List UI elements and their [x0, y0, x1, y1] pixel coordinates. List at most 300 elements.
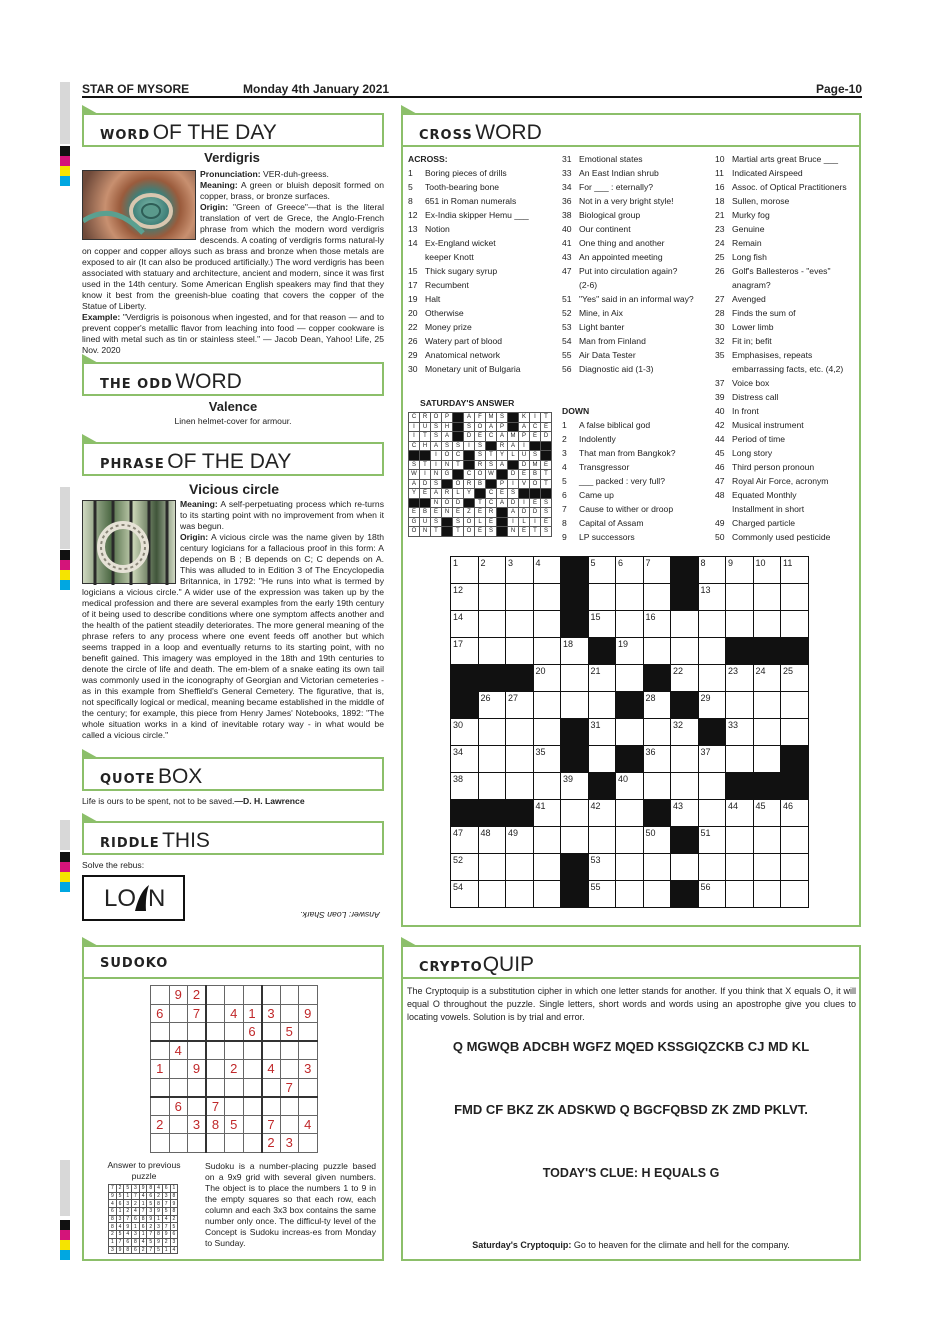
sudoku-cell[interactable]: [225, 1078, 244, 1097]
crossword-cell[interactable]: 52: [451, 854, 479, 881]
crossword-cell[interactable]: [561, 692, 589, 719]
crossword-cell[interactable]: [643, 800, 671, 827]
crossword-cell[interactable]: 21: [588, 665, 616, 692]
sudoku-cell[interactable]: [206, 1078, 225, 1097]
sudoku-cell[interactable]: [151, 1097, 170, 1116]
crossword-cell[interactable]: 49: [506, 827, 534, 854]
sudoku-cell[interactable]: [262, 1097, 281, 1116]
crossword-cell[interactable]: [506, 719, 534, 746]
sudoku-cell[interactable]: [243, 1134, 262, 1153]
sudoku-cell[interactable]: [243, 986, 262, 1005]
crossword-cell[interactable]: 3: [506, 557, 534, 584]
crossword-cell[interactable]: [478, 854, 506, 881]
crossword-cell[interactable]: [753, 827, 781, 854]
sudoku-cell[interactable]: [280, 1097, 299, 1116]
sudoku-previous-answer-grid: [108, 1184, 178, 1254]
crossword-cell[interactable]: 6: [616, 557, 644, 584]
rebus-left: LO: [104, 885, 137, 912]
clue-item: 22 Money prize: [408, 322, 472, 332]
sudoku-cell[interactable]: [280, 1115, 299, 1134]
crossword-cell[interactable]: 42: [588, 800, 616, 827]
crossword-cell[interactable]: 56: [698, 881, 726, 908]
sudoku-cell[interactable]: [243, 1115, 262, 1134]
crossword-cell[interactable]: [726, 854, 754, 881]
crossword-cell[interactable]: 40: [616, 773, 644, 800]
crossword-cell[interactable]: [671, 773, 699, 800]
crossword-cell[interactable]: 39: [561, 773, 589, 800]
sudoku-cell[interactable]: 5: [280, 1023, 299, 1042]
crossword-cell[interactable]: [533, 638, 561, 665]
crossword-cell[interactable]: [726, 692, 754, 719]
crossword-cell[interactable]: 32: [671, 719, 699, 746]
sudoku-cell[interactable]: [299, 986, 318, 1005]
crossword-cell[interactable]: 29: [698, 692, 726, 719]
sudoku-cell[interactable]: 9: [299, 1004, 318, 1023]
crossword-cell[interactable]: [533, 692, 561, 719]
crossword-cell[interactable]: [781, 692, 809, 719]
rebus-right: N: [148, 885, 166, 912]
clue-item: 51 "Yes" said in an informal way?: [562, 294, 694, 304]
crossword-cell[interactable]: [781, 611, 809, 638]
sudoku-cell[interactable]: [299, 1097, 318, 1116]
crossword-cell[interactable]: [588, 746, 616, 773]
crossword-cell[interactable]: [588, 638, 616, 665]
answer-cell: 3: [170, 1238, 178, 1246]
answer-cell: 6: [170, 1231, 178, 1239]
crossword-cell[interactable]: [698, 800, 726, 827]
crossword-cell[interactable]: 14: [451, 611, 479, 638]
crossword-cell[interactable]: 45: [753, 800, 781, 827]
crossword-cell[interactable]: [781, 827, 809, 854]
crossword-cell[interactable]: [561, 719, 589, 746]
crossword-cell[interactable]: [753, 638, 781, 665]
crossword-cell[interactable]: [451, 692, 479, 719]
crossword-cell[interactable]: 35: [533, 746, 561, 773]
sudoku-cell[interactable]: 4: [225, 1004, 244, 1023]
crossword-cell[interactable]: [561, 665, 589, 692]
sudoku-cell[interactable]: 5: [225, 1115, 244, 1134]
crossword-cell[interactable]: 50: [643, 827, 671, 854]
crossword-cell[interactable]: 5: [588, 557, 616, 584]
crossword-cell[interactable]: [533, 854, 561, 881]
crossword-cell[interactable]: [753, 719, 781, 746]
crossword-cell[interactable]: 7: [643, 557, 671, 584]
riddle-answer-upside-down: Answer: Loan Shark.: [300, 910, 380, 920]
sudoku-cell[interactable]: [188, 1041, 207, 1060]
crossword-cell[interactable]: [561, 611, 589, 638]
sudoku-cell[interactable]: [225, 1134, 244, 1153]
crossword-cell[interactable]: 1: [451, 557, 479, 584]
answer-cell: Y: [464, 489, 475, 499]
crossword-cell[interactable]: [616, 719, 644, 746]
crossword-cell[interactable]: 46: [781, 800, 809, 827]
crossword-cell[interactable]: [671, 881, 699, 908]
crossword-cell[interactable]: [561, 584, 589, 611]
crossword-cell[interactable]: [478, 881, 506, 908]
sudoku-cell[interactable]: [188, 1134, 207, 1153]
crossword-cell[interactable]: [506, 800, 534, 827]
sudoku-cell[interactable]: [262, 1078, 281, 1097]
sudoku-cell[interactable]: [206, 1041, 225, 1060]
crossword-cell[interactable]: [533, 611, 561, 638]
crossword-cell[interactable]: 27: [506, 692, 534, 719]
sudoku-cell[interactable]: 4: [169, 1041, 188, 1060]
crossword-cell[interactable]: [671, 557, 699, 584]
crossword-cell[interactable]: [781, 584, 809, 611]
answer-cell: S: [508, 489, 519, 499]
crossword-cell[interactable]: [698, 611, 726, 638]
sudoku-cell[interactable]: 9: [169, 986, 188, 1005]
sudoku-cell[interactable]: [188, 1097, 207, 1116]
crossword-cell[interactable]: 51: [698, 827, 726, 854]
crossword-cell[interactable]: [726, 584, 754, 611]
crossword-cell[interactable]: [478, 800, 506, 827]
sudoku-cell[interactable]: [206, 986, 225, 1005]
crossword-cell[interactable]: [478, 719, 506, 746]
crossword-cell[interactable]: [671, 611, 699, 638]
answer-cell: A: [486, 422, 497, 432]
sudoku-cell[interactable]: [151, 1041, 170, 1060]
sudoku-cell[interactable]: [169, 1115, 188, 1134]
answer-cell: N: [431, 470, 442, 480]
crossword-cell[interactable]: [616, 692, 644, 719]
crossword-cell[interactable]: [726, 611, 754, 638]
clue-item: 20 Otherwise: [408, 308, 464, 318]
answer-cell: 1: [132, 1223, 140, 1231]
crossword-cell[interactable]: [781, 881, 809, 908]
sudoku-cell[interactable]: 7: [188, 1004, 207, 1023]
sudoku-cell[interactable]: [151, 1078, 170, 1097]
crossword-cell[interactable]: 12: [451, 584, 479, 611]
crossword-cell[interactable]: [616, 584, 644, 611]
crossword-cell[interactable]: [671, 584, 699, 611]
sudoku-cell[interactable]: [225, 1023, 244, 1042]
crossword-cell[interactable]: 13: [698, 584, 726, 611]
crossword-cell[interactable]: 24: [753, 665, 781, 692]
answer-cell: A: [431, 441, 442, 451]
crossword-grid[interactable]: [450, 556, 809, 908]
sudoku-cell[interactable]: [262, 1041, 281, 1060]
crossword-cell[interactable]: 15: [588, 611, 616, 638]
crossword-cell[interactable]: [478, 638, 506, 665]
sudoku-cell[interactable]: 2: [225, 1060, 244, 1079]
crossword-cell[interactable]: [781, 746, 809, 773]
crossword-cell[interactable]: 4: [533, 557, 561, 584]
crossword-cell[interactable]: [781, 773, 809, 800]
crossword-cell[interactable]: 25: [781, 665, 809, 692]
sudoku-cell[interactable]: [280, 986, 299, 1005]
crossword-cell[interactable]: [726, 746, 754, 773]
crossword-cell[interactable]: 36: [643, 746, 671, 773]
crossword-cell[interactable]: [478, 584, 506, 611]
crossword-cell[interactable]: [726, 773, 754, 800]
crossword-cell[interactable]: [533, 719, 561, 746]
crossword-cell[interactable]: [451, 665, 479, 692]
crossword-cell[interactable]: [698, 773, 726, 800]
sudoku-cell[interactable]: [206, 1023, 225, 1042]
sudoku-cell[interactable]: [225, 1097, 244, 1116]
crossword-cell[interactable]: [753, 881, 781, 908]
crossword-cell[interactable]: [506, 746, 534, 773]
crossword-cell[interactable]: [588, 692, 616, 719]
crossword-cell[interactable]: [753, 854, 781, 881]
answer-cell: 7: [139, 1208, 147, 1216]
sudoku-cell[interactable]: 6: [151, 1004, 170, 1023]
sudoku-cell[interactable]: [299, 1023, 318, 1042]
sudoku-cell[interactable]: [169, 1004, 188, 1023]
crossword-cell[interactable]: 47: [451, 827, 479, 854]
answer-cell: [475, 489, 486, 499]
crossword-cell[interactable]: [561, 881, 589, 908]
sudoku-cell[interactable]: [188, 1078, 207, 1097]
sudoku-grid[interactable]: [150, 985, 318, 1153]
crossword-cell[interactable]: 53: [588, 854, 616, 881]
crossword-cell[interactable]: 28: [643, 692, 671, 719]
sudoku-cell[interactable]: [151, 1134, 170, 1153]
sudoku-cell[interactable]: 4: [262, 1060, 281, 1079]
sudoku-cell[interactable]: 7: [262, 1115, 281, 1134]
clue-item: 19 Halt: [408, 294, 441, 304]
crossword-cell[interactable]: [616, 827, 644, 854]
answer-cell: S: [453, 441, 464, 451]
crossword-cell[interactable]: [753, 611, 781, 638]
crossword-cell[interactable]: 26: [478, 692, 506, 719]
sudoku-cell[interactable]: [206, 1134, 225, 1153]
sudoku-cell[interactable]: [280, 1004, 299, 1023]
crossword-cell[interactable]: [616, 611, 644, 638]
crossword-cell[interactable]: [643, 719, 671, 746]
crossword-cell[interactable]: [671, 746, 699, 773]
sudoku-cell[interactable]: 9: [188, 1060, 207, 1079]
crossword-cell[interactable]: 34: [451, 746, 479, 773]
answer-cell: 7: [147, 1231, 155, 1239]
crossword-cell[interactable]: [753, 584, 781, 611]
sudoku-cell[interactable]: 8: [206, 1115, 225, 1134]
crossword-cell[interactable]: [478, 665, 506, 692]
crossword-cell[interactable]: [726, 638, 754, 665]
sudoku-cell[interactable]: [280, 1060, 299, 1079]
crossword-cell[interactable]: 54: [451, 881, 479, 908]
crossword-cell[interactable]: 16: [643, 611, 671, 638]
crossword-cell[interactable]: [643, 773, 671, 800]
registration-bar-lower: [60, 820, 70, 850]
sudoku-cell[interactable]: [243, 1060, 262, 1079]
sudoku-cell[interactable]: [243, 1041, 262, 1060]
issue-date: Monday 4th January 2021: [243, 82, 390, 96]
crossword-cell[interactable]: [671, 638, 699, 665]
crossword-cell[interactable]: 11: [781, 557, 809, 584]
crossword-cell[interactable]: [561, 854, 589, 881]
crossword-cell[interactable]: 33: [726, 719, 754, 746]
crossword-cell[interactable]: [726, 881, 754, 908]
answer-cell: 6: [109, 1208, 117, 1216]
sudoku-cell[interactable]: [169, 1023, 188, 1042]
crossword-cell[interactable]: [451, 800, 479, 827]
clue-item: 46 Third person pronoun: [715, 462, 815, 472]
clue-item: 21 Murky fog: [715, 210, 770, 220]
crossword-cell[interactable]: 55: [588, 881, 616, 908]
crossword-cell[interactable]: [506, 854, 534, 881]
answer-cell: 9: [124, 1223, 132, 1231]
crossword-cell[interactable]: [753, 746, 781, 773]
sudoku-cell[interactable]: [299, 1134, 318, 1153]
answer-cell: Z: [464, 508, 475, 518]
sudoku-cell[interactable]: [243, 1078, 262, 1097]
crossword-cell[interactable]: [643, 665, 671, 692]
crossword-cell[interactable]: [533, 827, 561, 854]
crossword-cell[interactable]: [533, 773, 561, 800]
crossword-cell[interactable]: 44: [726, 800, 754, 827]
answer-cell: D: [508, 498, 519, 508]
crossword-cell[interactable]: 31: [588, 719, 616, 746]
crossword-cell[interactable]: 8: [698, 557, 726, 584]
sudoku-cell[interactable]: [169, 1060, 188, 1079]
answer-cell: A: [442, 432, 453, 442]
sudoku-cell[interactable]: 1: [243, 1004, 262, 1023]
sudoku-cell[interactable]: [225, 1041, 244, 1060]
crossword-cell[interactable]: 43: [671, 800, 699, 827]
clue-item: 6 Came up: [562, 490, 614, 500]
sudoku-cell[interactable]: 3: [262, 1004, 281, 1023]
crossword-cell[interactable]: [726, 827, 754, 854]
crossword-cell[interactable]: 22: [671, 665, 699, 692]
sudoku-cell[interactable]: 3: [280, 1134, 299, 1153]
crossword-cell[interactable]: 10: [753, 557, 781, 584]
crossword-cell[interactable]: [561, 746, 589, 773]
sudoku-cell[interactable]: [188, 1023, 207, 1042]
crossword-cell[interactable]: [781, 719, 809, 746]
clue-item: 50 Commonly used pesticide: [715, 532, 831, 542]
sudoku-cell[interactable]: [280, 1041, 299, 1060]
answer-cell: S: [497, 413, 508, 423]
crossword-cell[interactable]: [616, 881, 644, 908]
answer-cell: H: [442, 422, 453, 432]
crossword-cell[interactable]: [588, 584, 616, 611]
crossword-cell[interactable]: [616, 746, 644, 773]
sudoku-cell[interactable]: [151, 986, 170, 1005]
crossword-cell[interactable]: [671, 692, 699, 719]
clue-item: 10 Martial arts great Bruce ___: [715, 154, 839, 164]
crossword-cell[interactable]: 23: [726, 665, 754, 692]
crossword-cell[interactable]: [616, 854, 644, 881]
crossword-cell[interactable]: [698, 638, 726, 665]
crossword-cell[interactable]: [506, 611, 534, 638]
crossword-cell[interactable]: 19: [616, 638, 644, 665]
sudoku-cell[interactable]: [206, 1004, 225, 1023]
crossword-cell[interactable]: 41: [533, 800, 561, 827]
crossword-cell[interactable]: [506, 638, 534, 665]
crossword-cell[interactable]: [506, 773, 534, 800]
clue-item: 16 Assoc. of Optical Practitioners: [715, 182, 847, 192]
crossword-cell[interactable]: [698, 719, 726, 746]
crossword-cell[interactable]: [561, 827, 589, 854]
sudoku-cell[interactable]: [151, 1023, 170, 1042]
crossword-cell[interactable]: [478, 611, 506, 638]
answer-cell: D: [464, 432, 475, 442]
sudoku-cell[interactable]: 1: [151, 1060, 170, 1079]
crossword-cell[interactable]: [753, 692, 781, 719]
crossword-cell[interactable]: 30: [451, 719, 479, 746]
crossword-cell[interactable]: [616, 665, 644, 692]
crossword-cell[interactable]: [478, 746, 506, 773]
answer-cell: C: [486, 489, 497, 499]
crossword-cell[interactable]: [506, 584, 534, 611]
sudoku-cell[interactable]: 6: [169, 1097, 188, 1116]
sudoku-cell[interactable]: 2: [262, 1134, 281, 1153]
answer-cell: O: [453, 479, 464, 489]
crossword-cell[interactable]: [781, 638, 809, 665]
sudoku-cell[interactable]: [262, 986, 281, 1005]
sudoku-cell[interactable]: 4: [299, 1115, 318, 1134]
crossword-cell[interactable]: [616, 800, 644, 827]
crossword-cell[interactable]: [533, 881, 561, 908]
sudoku-cell[interactable]: [299, 1078, 318, 1097]
crossword-cell[interactable]: [561, 557, 589, 584]
crossword-cell[interactable]: [643, 854, 671, 881]
crossword-cell[interactable]: [698, 854, 726, 881]
answer-cell: D: [530, 508, 541, 518]
crossword-cell[interactable]: 48: [478, 827, 506, 854]
crossword-cell[interactable]: [506, 881, 534, 908]
crossword-cell[interactable]: [478, 773, 506, 800]
sudoku-cell[interactable]: 7: [206, 1097, 225, 1116]
answer-cell: L: [519, 517, 530, 527]
crossword-cell[interactable]: 20: [533, 665, 561, 692]
crossword-cell[interactable]: 2: [478, 557, 506, 584]
crossword-cell[interactable]: [643, 584, 671, 611]
crossword-cell[interactable]: 18: [561, 638, 589, 665]
crossword-cell[interactable]: [671, 827, 699, 854]
crossword-cell[interactable]: [643, 881, 671, 908]
answer-cell: C: [486, 432, 497, 442]
crossword-cell[interactable]: [671, 854, 699, 881]
crossword-cell[interactable]: [698, 665, 726, 692]
crossword-cell[interactable]: [753, 773, 781, 800]
crossword-cell[interactable]: [561, 800, 589, 827]
answer-cell: S: [409, 460, 420, 470]
crossword-cell[interactable]: [533, 584, 561, 611]
answer-cell: E: [541, 422, 552, 432]
sudoku-cell[interactable]: 3: [188, 1115, 207, 1134]
sudoku-cell[interactable]: [262, 1023, 281, 1042]
crossword-cell[interactable]: [588, 827, 616, 854]
riddle-prompt: Solve the rebus:: [82, 860, 145, 870]
crossword-cell[interactable]: [506, 665, 534, 692]
sudoku-cell[interactable]: [225, 986, 244, 1005]
crossword-cell[interactable]: 38: [451, 773, 479, 800]
sudoku-cell[interactable]: [206, 1060, 225, 1079]
sudoku-cell[interactable]: 3: [299, 1060, 318, 1079]
crossword-cell[interactable]: 9: [726, 557, 754, 584]
crossword-cell[interactable]: [643, 638, 671, 665]
answer-cell: B: [530, 470, 541, 480]
sudoku-cell[interactable]: [299, 1041, 318, 1060]
crossword-cell[interactable]: 37: [698, 746, 726, 773]
answer-cell: T: [541, 470, 552, 480]
crossword-cell[interactable]: 17: [451, 638, 479, 665]
sudoku-cell[interactable]: [169, 1134, 188, 1153]
sudoku-cell[interactable]: 6: [243, 1023, 262, 1042]
crossword-cell[interactable]: [781, 854, 809, 881]
crossword-cell[interactable]: [588, 773, 616, 800]
sudoku-cell[interactable]: 2: [188, 986, 207, 1005]
sudoku-cell[interactable]: [169, 1078, 188, 1097]
sudoku-cell[interactable]: 7: [280, 1078, 299, 1097]
sudoku-cell[interactable]: [243, 1097, 262, 1116]
word-of-day-title: Verdigris: [204, 150, 260, 165]
clue-item: keeper Knott: [425, 252, 474, 262]
sudoku-cell[interactable]: 2: [151, 1115, 170, 1134]
